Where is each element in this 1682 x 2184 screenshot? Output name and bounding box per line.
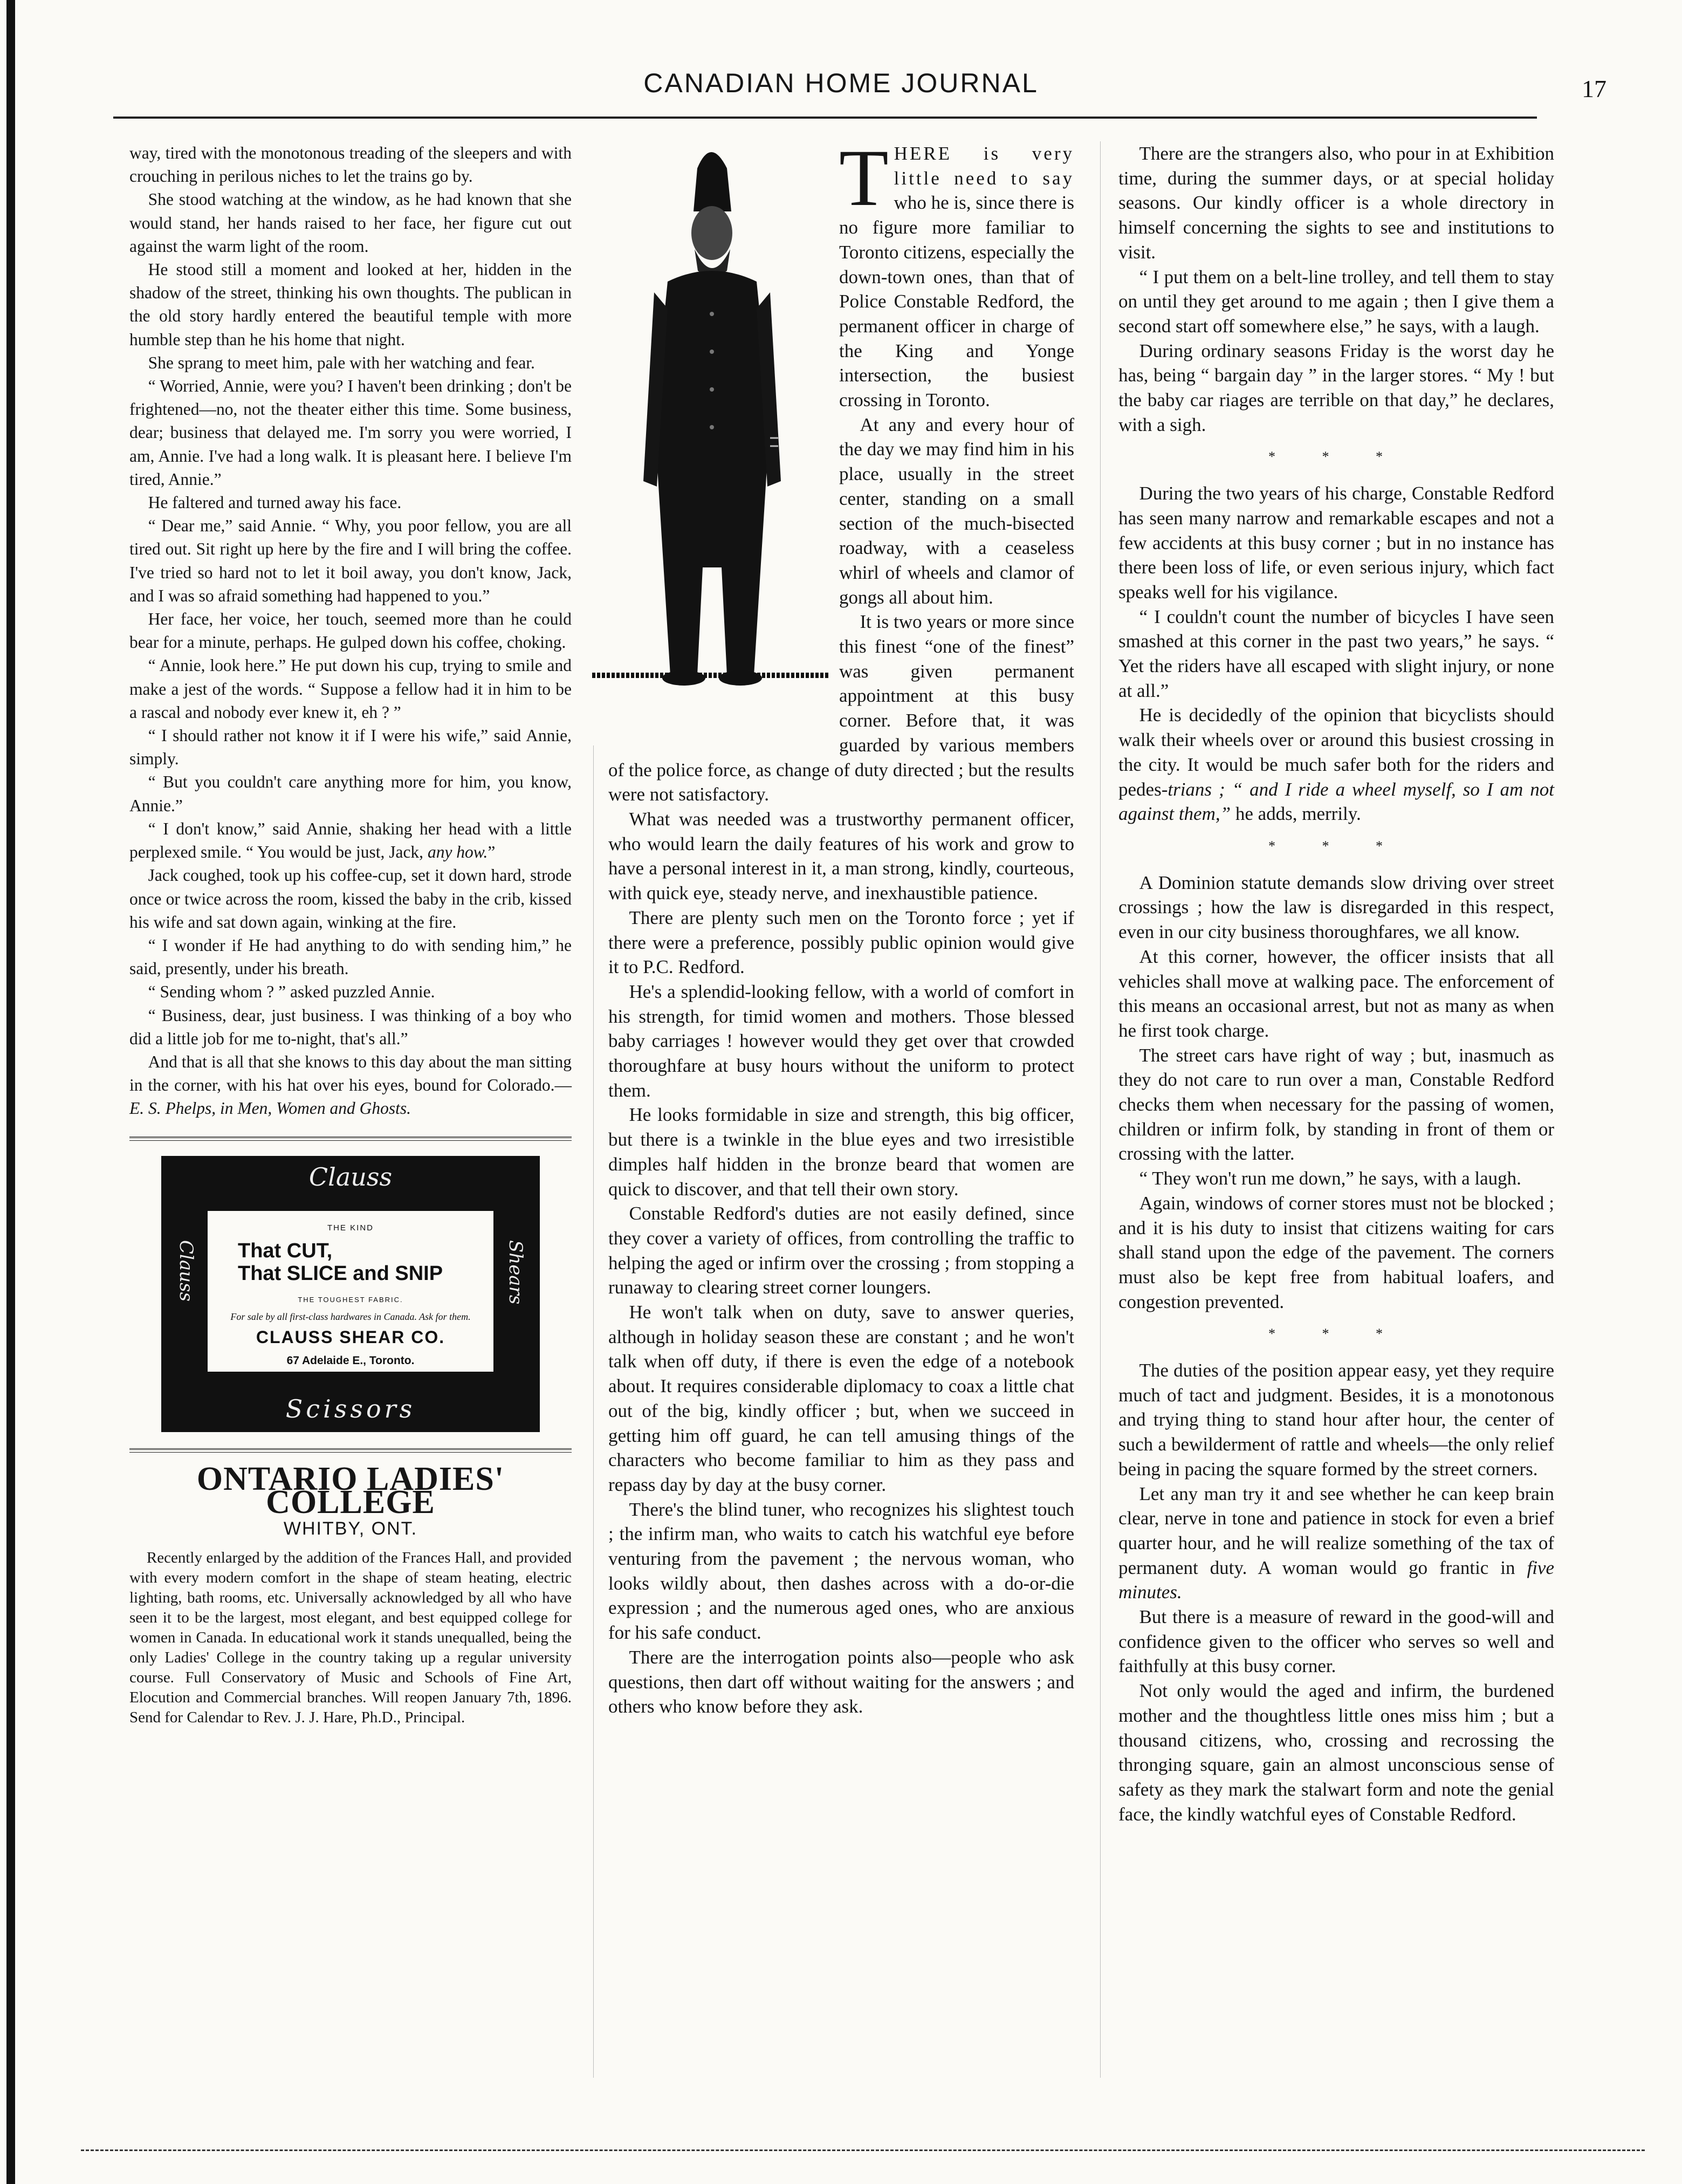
opening-words: HERE is very little need to say bbox=[894, 143, 1074, 189]
college-paragraph: Recently enlarged by the addition of the Frances Hall, and provided with every modern comfort in the shape of steam heating, electric lighting, bath rooms, etc. Universally acknowledged by all who have seen it to be the largest, most elegant, and best equipped college for women in Canada. In educational work it stands unequalled, being the only Ladies' College in the country taking up a regular university course. Full Conservatory of Music and Schools of Fine Art, Elocution and Commercial branches. Will reopen January 7th, 1896. Send for Calendar to Rev. J. J. Hare, Ph.D., Principal. bbox=[129, 1549, 572, 1727]
story-credit: E. S. Phelps, in Men, Women and Ghosts. bbox=[129, 1099, 411, 1118]
ad-sale-note: For sale by all first-class hardwares in Canada. Ask for them. bbox=[230, 1311, 471, 1322]
paragraph: Constable Redford's duties are not easily defined, since they cover a variety of offices, from controlling the traffic to helping the aged or infirm over the crossing ; from stopping a runaway to clearing street corner loungers. bbox=[608, 1203, 1074, 1298]
ad-separator bbox=[129, 1136, 572, 1141]
paragraph: He stood still a moment and looked at her, hidden in the shadow of the street, thinking his own thoughts. The publican in the old story hardly entered the beautiful temple with more humble step than he his home that night. bbox=[129, 260, 572, 349]
paragraph: She stood watching at the window, as he had known that she would stand, her hands raised to her face, her figure cut out against the warm light of the room. bbox=[129, 190, 572, 256]
paragraph-text: And that is all that she knows to this day about the man sitting in the corner, with his hat over his eyes, bound for Colorado.— bbox=[129, 1052, 572, 1095]
paragraph: “ I should rather not know it if I were his wife,” said Annie, simply. bbox=[129, 726, 572, 769]
quote-close: ” bbox=[488, 843, 496, 862]
paragraph-text: He is decidedly of the opinion that bicyclists should walk their wheels over or around this busiest crossing in the city. It would be much safer both for the riders and pedes- bbox=[1118, 704, 1554, 800]
ad-line-slice: That SLICE and SNIP bbox=[238, 1262, 443, 1285]
paragraph: She sprang to meet him, pale with her watching and fear. bbox=[148, 353, 535, 372]
paragraph: Not only would the aged and infirm, the burdened mother and the thoughtless little ones miss him ; but a thousand citizens, who, crossing and recrossing the thronging square, gain an almost unconscious sense of safety as they mark the stalwart form and note the genial face, the kindly watchful eyes of Constable Redford. bbox=[1118, 1680, 1554, 1825]
journal-title: CANADIAN HOME JOURNAL bbox=[643, 68, 1039, 98]
paragraph: The street cars have right of way ; but, inasmuch as they do not care to run over a man, Constable Redford checks them when necessary for the passing of women, children or infirm folk, by standing in front of them or crossing with the latter. bbox=[1118, 1044, 1554, 1165]
opening-text: who he is, since there is no figure more familiar to Toronto citizens, especially the down-town ones, than that of Police Constable Redford, the permanent officer in charge of the King and Yonge intersection, the busiest crossing in Toronto. bbox=[839, 192, 1075, 411]
paragraph: During ordinary seasons Friday is the worst day he has, being “ bargain day ” in the larger stores. “ My ! but the baby car riages are terrible on that day,” he declares, with a sigh. bbox=[1118, 340, 1554, 435]
paragraph: “ They won't run me down,” he says, with a laugh. bbox=[1139, 1168, 1521, 1189]
section-break: * * * bbox=[1268, 449, 1404, 465]
header-rule bbox=[113, 117, 1537, 119]
right-column bbox=[1118, 141, 1554, 1826]
ad-fabric: THE TOUGHEST FABRIC. bbox=[298, 1295, 403, 1304]
ad-address: 67 Adelaide E., Toronto. bbox=[286, 1354, 415, 1367]
ad-line-cut: That CUT, bbox=[238, 1239, 333, 1262]
ad-script-top: Clauss bbox=[308, 1162, 393, 1192]
paragraph: But there is a measure of reward in the good-will and confidence given to the officer who serves so well and faithfully at this busy corner. bbox=[1118, 1606, 1554, 1677]
paragraph-tail: he adds, merrily. bbox=[1231, 803, 1361, 825]
constable-photo bbox=[592, 136, 829, 745]
section-break: * * * bbox=[1268, 838, 1404, 854]
paragraph-text: “ I don't know,” said Annie, shaking her head with a little perplexed smile. “ You would be just, Jack, bbox=[129, 819, 572, 862]
clauss-shear-advertisement bbox=[161, 1156, 540, 1432]
italic-text: five minutes. bbox=[1118, 1557, 1554, 1603]
column-divider bbox=[1100, 141, 1101, 2078]
paragraph: At any and every hour of the day we may find him in his place, usually in the street center, standing on a small section of the much-bisected roadway, with a ceaseless whirl of wheels and clamor of gongs all about him. bbox=[839, 414, 1074, 608]
paragraph: “ Worried, Annie, were you? I haven't been drinking ; don't be frightened—no, not the theater either this time. Some business, dear; business that delayed me. I'm sorry you were worried, I am, Annie. I've had a long walk. It is pleasant here. I believe I'm tired, Annie.” bbox=[129, 376, 572, 489]
paragraph: It is two years or more since this finest “one of the finest” was given permanent appointment at this busy corner. Before that, it was guarded by various members of the police force, as change of duty directed ; but the results were not satisfactory. bbox=[608, 611, 1074, 805]
paragraph bbox=[129, 817, 572, 864]
paragraph: There are plenty such men on the Toronto force ; yet if there were a preference, possibly public opinion would give it to P.C. Redford. bbox=[608, 907, 1074, 978]
italic-text: any how. bbox=[427, 843, 488, 862]
paragraph: “ I wonder if He had anything to do with sending him,” he said, presently, under his breath. bbox=[129, 935, 572, 978]
paragraph: “ Sending whom ? ” asked puzzled Annie. bbox=[148, 982, 435, 1002]
drop-cap: T bbox=[839, 133, 889, 223]
paragraph bbox=[1118, 1482, 1554, 1605]
paragraph: He won't talk when on duty, save to answer queries, although in holiday season these are constant ; and he won't talk when off duty, if there is even the edge of a notebook about. It requires considerable diplomacy to coax a little chat out of the big, kindly officer ; but, when we succeed in getting him off guard, he can tell amusing things of the characters who become familiar to him as they pass and repass day by day at the busy corner. bbox=[608, 1302, 1074, 1495]
ad-script-bottom: Scissors bbox=[285, 1394, 416, 1424]
paragraph: way, tired with the monotonous treading of the sleepers and with crouching in perilous niches to let the trains go by. bbox=[129, 143, 572, 186]
paragraph: At this corner, however, the officer insists that all vehicles shall move at walking pace. The enforcement of this means an occasional arrest, but not as many as when he first took charge. bbox=[1118, 946, 1554, 1041]
paragraph: Jack coughed, took up his coffee-cup, set it down hard, strode once or twice across the room, kissed the baby in the crib, kissed his wife and sat down again, winking at the fire. bbox=[129, 866, 572, 932]
paragraph: There are the strangers also, who pour in at Exhibition time, during the summer days, or at special holiday seasons. Our kindly officer is a whole directory in himself concerning the sights to see and institutions to visit. bbox=[1118, 143, 1554, 263]
paragraph: “ Business, dear, just business. I was thinking of a boy who did a little job for me to-night, that's all.” bbox=[129, 1005, 572, 1048]
middle-column bbox=[608, 133, 1075, 1719]
paragraph: The duties of the position appear easy, yet they require much of tact and judgment. Besides, it is a monotonous and trying thing to stand hour after hour, the center of such a bewilderment of rattle and wheels—the only relief being in pacing the square formed by the street corners. bbox=[1118, 1360, 1554, 1480]
paragraph: There are the interrogation points also—people who ask questions, then dart off without waiting for the answers ; and others who know before they ask. bbox=[608, 1646, 1074, 1717]
ad-script-left: Clauss bbox=[175, 1240, 197, 1302]
running-header bbox=[0, 67, 1682, 111]
page-edge-bar bbox=[6, 0, 15, 2184]
college-location: WHITBY, ONT. bbox=[283, 1518, 418, 1539]
left-column bbox=[129, 141, 572, 1728]
paragraph: Her face, her voice, her touch, seemed more than he could bear for a minute, perhaps. He gulped down his coffee, choking. bbox=[129, 610, 572, 652]
college-notice bbox=[129, 1548, 572, 1728]
policeman-illustration bbox=[592, 136, 829, 745]
paragraph: “ I put them on a belt-line trolley, and tell them to stay on until they get around to me again ; then I give them a second start off somewhere else,” he says, with a laugh. bbox=[1118, 266, 1554, 337]
paragraph: “ Dear me,” said Annie. “ Why, you poor fellow, you are all tired out. Sit right up here by the fire and I will bring the coffee. I've tried so hard not to let it boil away, you don't know, Jack, and I was so afraid something had happened to you.” bbox=[129, 516, 572, 605]
paragraph: A Dominion statute demands slow driving over street crossings ; how the law is disregarded in this respect, even in our city business thoroughfares, we all know. bbox=[1118, 872, 1554, 943]
ad-script-right: Shears bbox=[505, 1240, 526, 1304]
ad-text-panel bbox=[208, 1211, 493, 1372]
paragraph: “ But you couldn't care anything more for him, you know, Annie.” bbox=[129, 772, 572, 815]
paragraph bbox=[129, 1050, 572, 1120]
paragraph: There's the blind tuner, who recognizes his slightest touch ; the infirm man, who waits to catch his watchful eye before venturing from the pavement ; the nervous woman, who looks wildly about, then dashes across with a do-or-die expression ; and the numerous aged ones, who are anxious for his safe conduct. bbox=[608, 1498, 1074, 1644]
ad-company: CLAUSS SHEAR CO. bbox=[256, 1327, 445, 1347]
paragraph: He's a splendid-looking fellow, with a world of comfort in his strength, for timid women and mothers. Those blessed baby carriages ! however would they get over that crowded thoroughfare at busy hours without the uniform to protect them. bbox=[608, 981, 1074, 1101]
paragraph: Again, windows of corner stores must not be blocked ; and it is his duty to insist that citizens waiting for cars shall stand upon the edge of the pavement. The corners must also be kept free from habitual loafers, and congestion prevented. bbox=[1118, 1192, 1554, 1312]
paragraph: “ Annie, look here.” He put down his cup, trying to smile and make a jest of the words. “ Suppose a fellow had it in him to be a rascal and nobody ever knew it, eh ? ” bbox=[129, 656, 572, 722]
footer-rule bbox=[81, 2149, 1645, 2151]
page-number: 17 bbox=[1582, 75, 1607, 102]
paragraph: During the two years of his charge, Constable Redford has seen many narrow and remarkable escapes and not a few accidents at this busy corner ; but in no instance has there been loss of life, or even serious injury, which fact speaks well for his vigilance. bbox=[1118, 483, 1554, 603]
paragraph: “ I couldn't count the number of bicycles I have seen smashed at this corner in the past two years,” he says. “ Yet the riders have all escaped with slight injury, or none at all.” bbox=[1118, 606, 1554, 701]
ad-kind: THE KIND bbox=[327, 1223, 374, 1233]
college-title: ONTARIO LADIES' COLLEGE bbox=[196, 1460, 505, 1521]
section-break: * * * bbox=[1268, 1326, 1404, 1342]
paragraph: He faltered and turned away his face. bbox=[148, 493, 402, 512]
paragraph: He looks formidable in size and strength, this big officer, but there is a twinkle in the blue eyes and two irresistible dimples half hidden in the bronze beard that women are quick to discover, and that tell their own story. bbox=[608, 1104, 1074, 1200]
paragraph-text: Let any man try it and see whether he can keep brain clear, nerve in tone and patience in stock for even a brief quarter hour, and he will realize something of the tax of permanent duty. A woman would go frantic in bbox=[1118, 1483, 1554, 1578]
ad-separator bbox=[129, 1448, 572, 1453]
paragraph: What was needed was a trustworthy permanent officer, who would learn the daily features of his work and grow to have a personal interest in it, a man strong, kindly, courteous, with quick eye, steady nerve, and inexhaustible patience. bbox=[608, 808, 1074, 904]
italic-text: trians ; “ and I ride a wheel myself, so I am not against them,” bbox=[1118, 778, 1554, 825]
paragraph bbox=[1118, 703, 1554, 826]
